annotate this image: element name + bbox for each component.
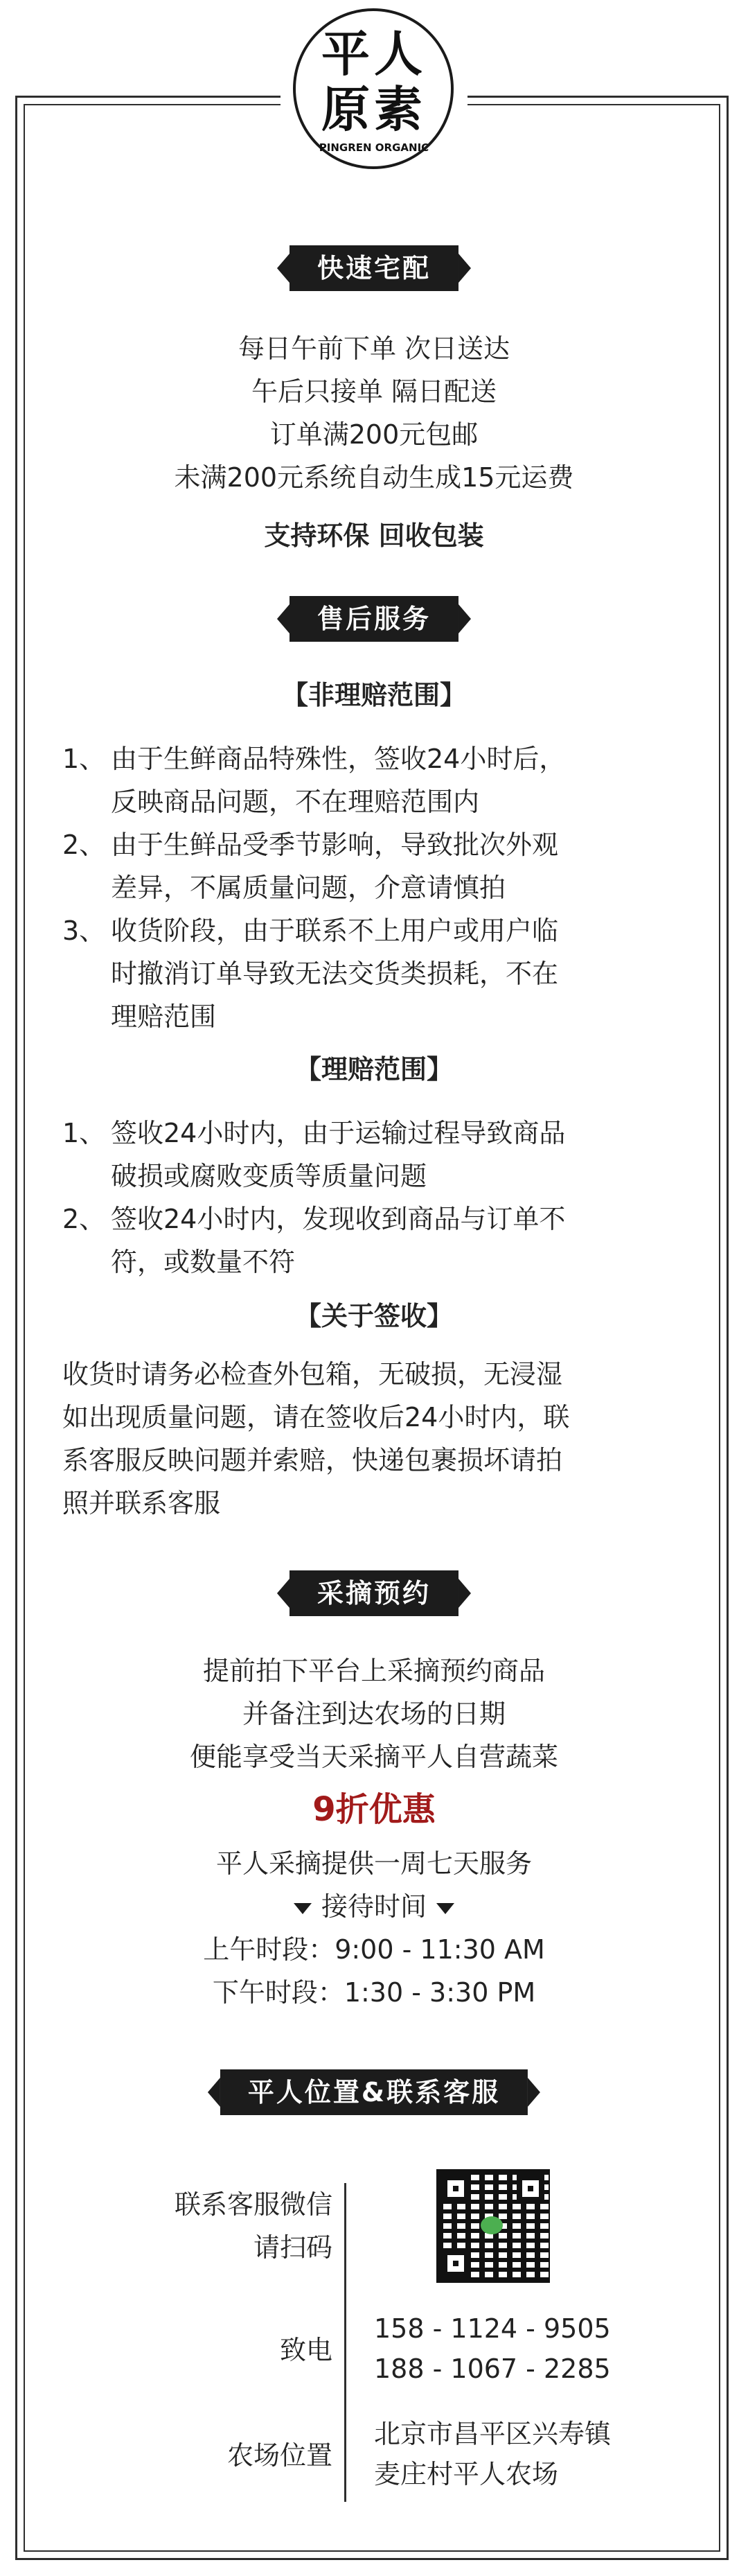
list-item [62, 737, 700, 823]
triangle-down-icon [294, 1903, 312, 1914]
phone-number: 188 - 1067 - 2285 [374, 2354, 611, 2384]
qr-finder-icon [442, 2175, 470, 2202]
qr-finder-icon [517, 2175, 544, 2202]
delivery-line: 订单满200元包邮 [269, 419, 479, 450]
divider-line [344, 2183, 346, 2502]
eco-text: 支持环保 回收包装 [264, 520, 484, 551]
wechat-label-sub: 请扫码 [253, 2232, 332, 2263]
item-number: 2、 [62, 830, 106, 860]
picking-line: 并备注到达农场的日期 [242, 1699, 506, 1729]
picking-line: 便能享受当天采摘平人自营蔬菜 [189, 1742, 558, 1772]
non-claim-list [62, 737, 700, 1038]
qr-finder-icon [442, 2250, 470, 2277]
afternoon-hours: 下午时段：1:30 - 3:30 PM [212, 1977, 536, 2008]
wechat-icon [481, 2216, 503, 2234]
claim-list [62, 1112, 700, 1283]
reception-label: 接待时间 [321, 1891, 427, 1922]
after-sales-banner: 售后服务 [290, 596, 458, 642]
brand-logo [280, 0, 467, 166]
discount-text: 9折优惠 [312, 1790, 436, 1829]
sign-line: 系客服反映问题并索赔，快递包裹损坏请拍 [62, 1445, 563, 1475]
item-number: 1、 [62, 1118, 106, 1148]
claim-heading: 【理赔范围】 [294, 1054, 453, 1085]
wechat-qr-code [436, 2169, 550, 2283]
item-line: 符，或数量不符 [111, 1247, 296, 1277]
sign-line: 如出现质量问题，请在签收后24小时内，联 [62, 1402, 570, 1432]
phone-label: 致电 [279, 2335, 332, 2365]
list-item [62, 823, 700, 909]
item-line: 由于生鲜品受季节影响，导致批次外观 [111, 830, 559, 860]
picking-line: 提前拍下平台上采摘预约商品 [202, 1656, 545, 1686]
list-item [62, 1112, 700, 1198]
phone-number: 158 - 1124 - 9505 [374, 2313, 611, 2344]
logo-line-1: 平人 [321, 25, 427, 82]
morning-hours: 上午时段：9:00 - 11:30 AM [203, 1934, 545, 1965]
sign-line: 收货时请务必检查外包箱，无破损，无浸湿 [62, 1359, 563, 1390]
delivery-line: 午后只接单 隔日配送 [251, 376, 497, 407]
service-text: 平人采摘提供一周七天服务 [215, 1848, 532, 1879]
item-line: 签收24小时内，由于运输过程导致商品 [111, 1118, 566, 1148]
address-line: 北京市昌平区兴寿镇 [374, 2419, 612, 2449]
delivery-line: 未满200元系统自动生成15元运费 [174, 462, 574, 493]
non-claim-heading: 【非理赔范围】 [281, 680, 466, 710]
logo-subtitle: PINGREN ORGANIC [319, 141, 429, 154]
sign-paragraph [62, 1353, 700, 1525]
picking-banner: 采摘预约 [290, 1570, 458, 1616]
sign-heading: 【关于签收】 [294, 1301, 453, 1331]
item-number: 1、 [62, 744, 106, 774]
item-line: 理赔范围 [111, 1001, 217, 1032]
item-line: 签收24小时内，发现收到商品与订单不 [111, 1204, 566, 1234]
farm-label: 农场位置 [226, 2440, 332, 2471]
item-line: 破损或腐败变质等质量问题 [111, 1161, 427, 1191]
contact-banner: 平人位置&联系客服 [220, 2069, 528, 2115]
item-line: 由于生鲜商品特殊性，签收24小时后， [111, 744, 566, 774]
delivery-line: 每日午前下单 次日送达 [238, 333, 510, 364]
item-number: 2、 [62, 1204, 106, 1234]
item-line: 时撤消订单导致无法交货类损耗，不在 [111, 958, 559, 989]
triangle-down-icon [436, 1903, 454, 1914]
logo-line-2: 原素 [321, 80, 427, 138]
list-item [62, 1198, 700, 1283]
address-line: 麦庄村平人农场 [374, 2459, 559, 2489]
item-number: 3、 [62, 915, 106, 946]
item-line: 差异，不属质量问题，介意请慎拍 [111, 873, 506, 903]
item-line: 收货阶段，由于联系不上用户或用户临 [111, 915, 559, 946]
item-line: 反映商品问题，不在理赔范围内 [111, 787, 480, 817]
delivery-banner: 快速宅配 [290, 245, 458, 291]
wechat-label: 联系客服微信 [174, 2189, 332, 2220]
sign-line: 照并联系客服 [62, 1488, 221, 1518]
list-item [62, 909, 700, 1038]
reception-row [0, 1885, 748, 1928]
